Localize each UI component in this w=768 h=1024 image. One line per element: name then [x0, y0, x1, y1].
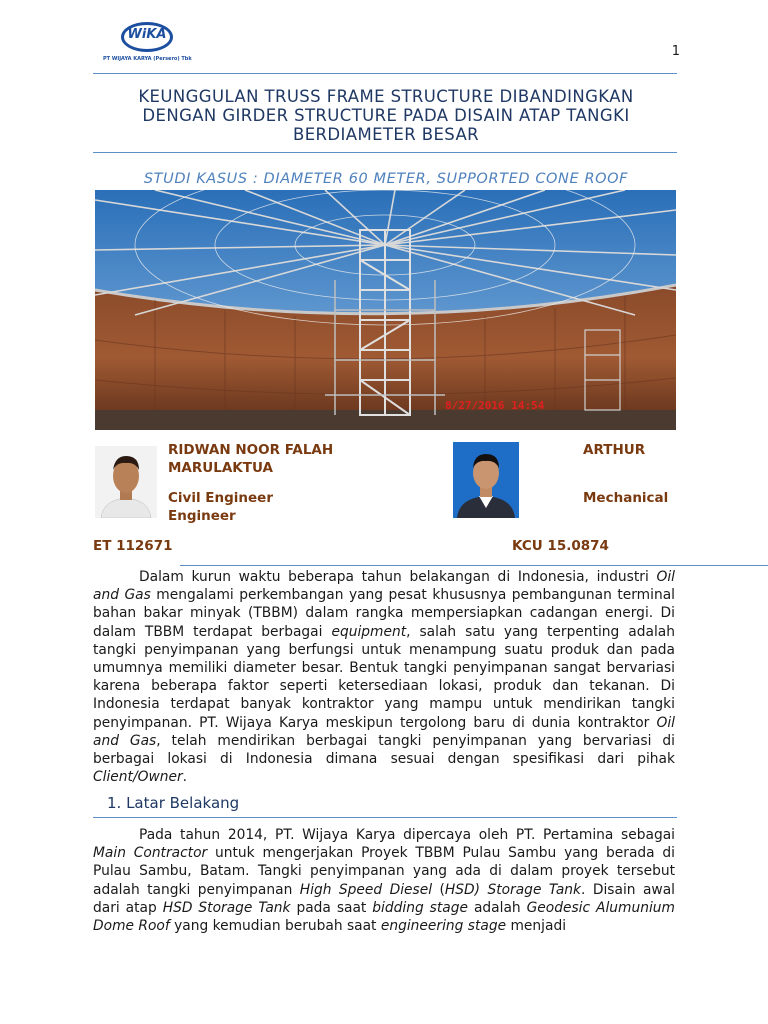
title-line-2: DENGAN GIRDER STRUCTURE PADA DISAIN ATAP TANGKI — [142, 106, 630, 125]
logo-text: WiKA — [127, 27, 167, 42]
photo-timestamp: 8/27/2016 14:54 — [445, 399, 545, 412]
author-2-name: ARTHUR — [583, 442, 646, 458]
authors-rule — [180, 565, 768, 566]
tank-roof-photo — [95, 190, 676, 430]
background-paragraph: Pada tahun 2014, PT. Wijaya Karya dipercaya oleh PT. Pertamina sebagai Main Contractor untuk mengerjakan Proyek TBBM Pulau Sambu yang berada di Pulau Sambu, Batam. Tangki penyimpanan yang ada di dalam proyek tersebut adalah tangki penyimpanan High Speed Diesel (HSD) Storage Tank. Disain awal dari atap HSD Storage Tank pada saat bidding stage adalah Geodesic Alumunium Dome Roof yang kemudian berubah saat engineering stage menjadi — [93, 827, 676, 935]
title-rule — [93, 152, 677, 153]
header-rule — [93, 73, 677, 74]
author-2-role: Mechanical — [583, 490, 669, 506]
author-1-name: RIDWAN NOOR FALAH — [168, 442, 334, 458]
author-2-portrait — [453, 442, 519, 518]
document-title — [96, 87, 676, 144]
document-subtitle: STUDI KASUS : DIAMETER 60 METER, SUPPORTED CONE ROOF — [143, 171, 629, 187]
author-1-portrait — [95, 446, 157, 518]
logo-company-name: PT WIJAYA KARYA (Persero) Tbk — [103, 56, 192, 62]
tank-roof-illustration — [95, 190, 676, 430]
page-number: 1 — [671, 44, 680, 59]
author-1-role: Civil Engineer — [168, 490, 273, 506]
section-heading-latar-belakang: 1. Latar Belakang — [107, 794, 240, 812]
section-rule — [93, 817, 677, 818]
title-line-1: KEUNGGULAN TRUSS FRAME STRUCTURE DIBANDINGKAN — [138, 87, 634, 106]
author-2-photo — [453, 442, 519, 518]
author-1-id: ET 112671 — [93, 538, 173, 554]
author-2-id: KCU 15.0874 — [512, 538, 609, 554]
intro-paragraph: Dalam kurun waktu beberapa tahun belakangan di Indonesia, industri Oil and Gas mengalami perkembangan yang pesat khususnya pembangunan terminal bahan bakar minyak (TBBM) dalam rangka mempersiapkan cadangan energi. Di dalam TBBM terdapat berbagai equipment, salah satu yang terpenting adalah tangki penyimpanan yang berfungsi untuk menampung suatu produk dan pada umumnya memiliki diameter besar. Bentuk tangki penyimpanan sangat bervariasi karena beberapa faktor seperti ketersediaan lokasi, produk dan tekanan. Di Indonesia terdapat banyak kontraktor yang mampu untuk mendirikan tangki penyimpanan. PT. Wijaya Karya meskipun tergolong baru di dunia kontraktor Oil and Gas, telah mendirikan berbagai tangki penyimpanan yang bervariasi di berbagai lokasi di Indonesia dimana sesuai dengan spesifikasi dari pihak Client/Owner. — [93, 569, 675, 786]
title-line-3: BERDIAMETER BESAR — [292, 125, 480, 144]
author-2-role-continued: Engineer — [168, 508, 236, 524]
author-2-name-continued: MARULAKTUA — [168, 460, 273, 476]
company-logo — [103, 22, 193, 68]
author-1-photo — [95, 446, 157, 518]
